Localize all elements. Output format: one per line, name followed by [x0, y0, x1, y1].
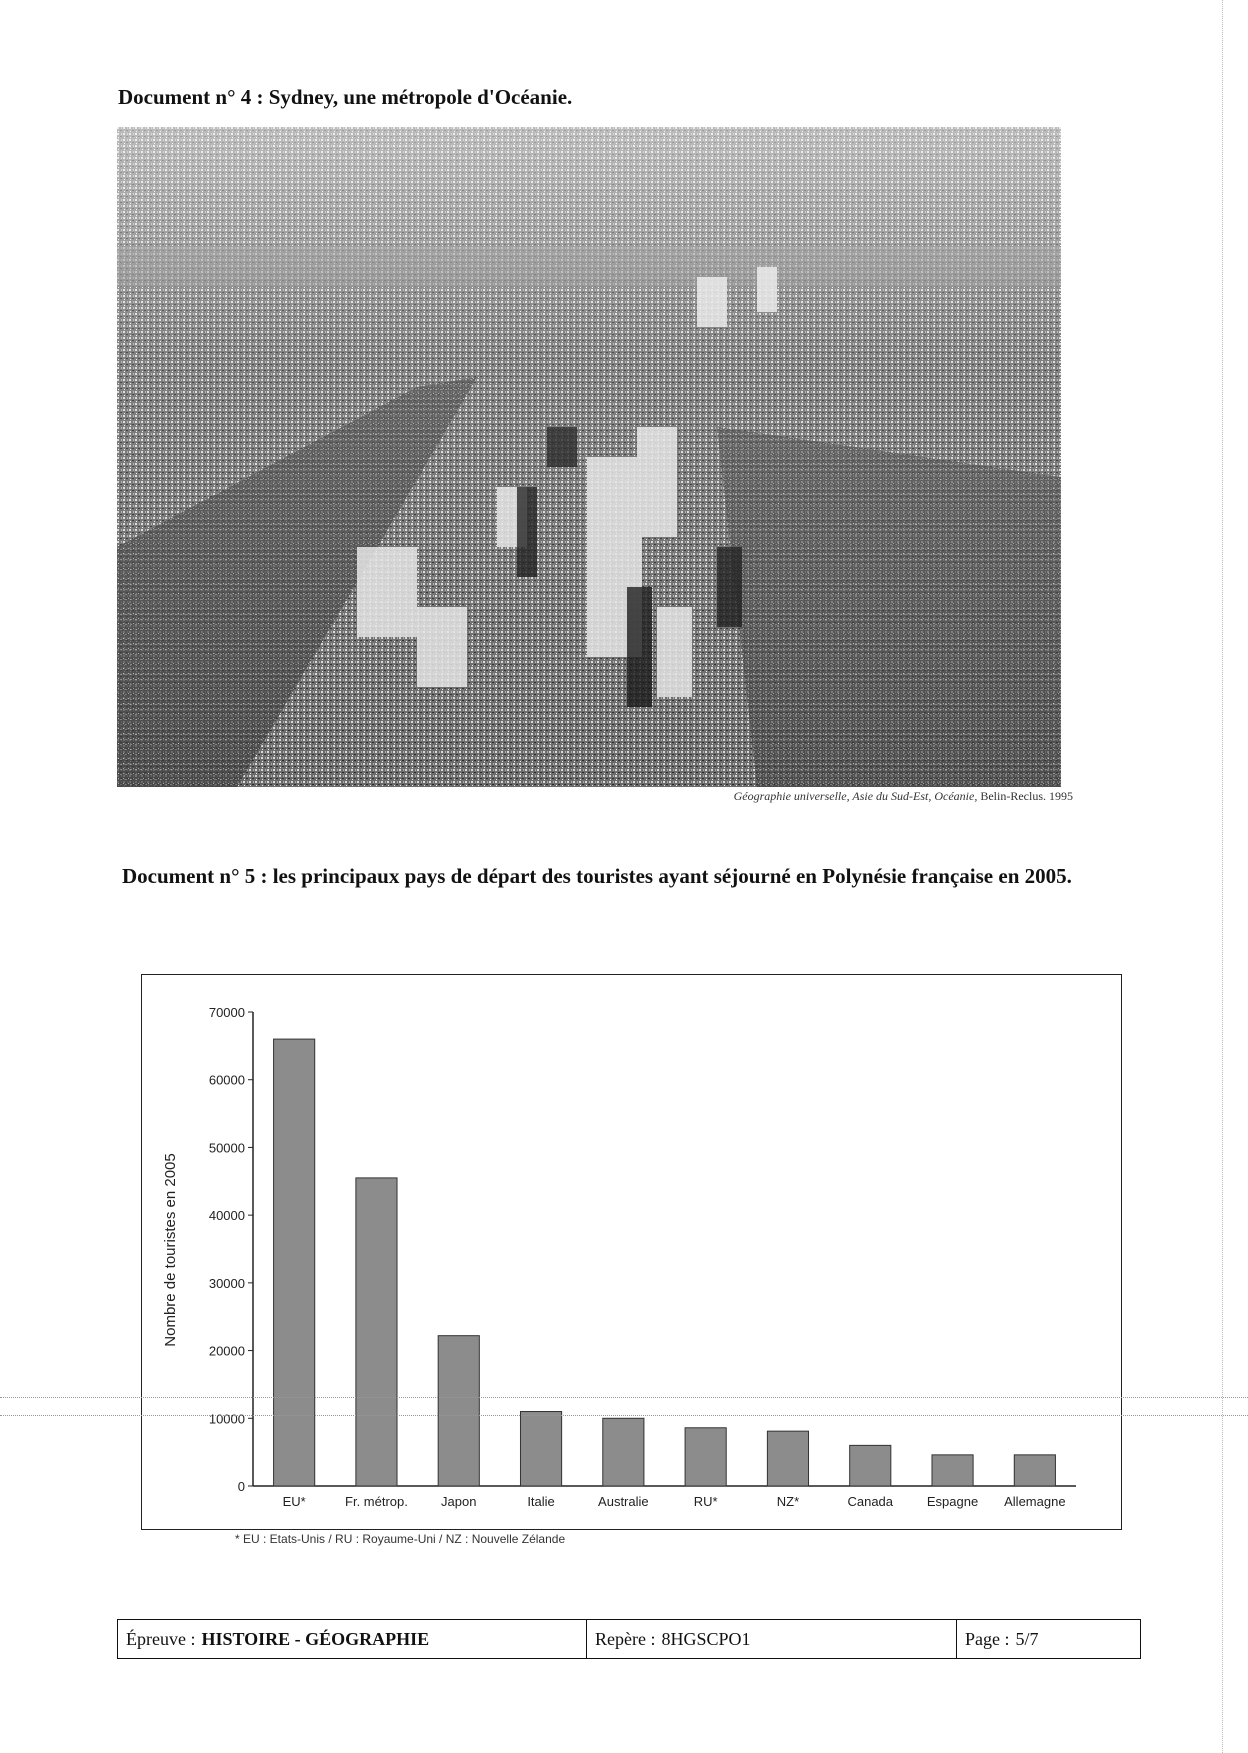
repere-value: 8HGSCPO1	[661, 1628, 751, 1649]
tourists-bar-chart	[141, 974, 1122, 1530]
x-tick-label: Australie	[598, 1494, 649, 1509]
x-tick-label: Italie	[527, 1494, 555, 1509]
chart-footnote: * EU : Etats-Unis / RU : Royaume-Uni / NZ : Nouvelle Zélande	[235, 1532, 566, 1546]
bar	[932, 1455, 973, 1486]
x-axis-labels	[283, 1494, 1066, 1509]
y-tick-label: 20000	[208, 1343, 245, 1359]
y-tick-label: 30000	[208, 1275, 245, 1291]
x-tick-label: Canada	[847, 1494, 894, 1509]
page-number: 5/7	[1015, 1628, 1039, 1649]
document-4-title: Document n° 4 : Sydney, une métropole d'Océanie.	[118, 85, 573, 109]
footer-page	[956, 1620, 1140, 1658]
y-tick-label: 50000	[208, 1140, 245, 1156]
bar	[603, 1418, 644, 1486]
bar	[274, 1039, 315, 1486]
y-tick-label: 60000	[208, 1072, 245, 1088]
photo-credit-publisher: Belin-Reclus. 1995	[980, 789, 1073, 803]
bar	[356, 1178, 397, 1486]
footer-epreuve	[118, 1620, 586, 1658]
scan-margin-rule	[1222, 0, 1223, 1753]
footer-table	[117, 1619, 1141, 1659]
bar	[850, 1445, 891, 1486]
photo-credit-source: Géographie universelle, Asie du Sud-Est, Océanie,	[733, 789, 978, 803]
y-axis-label: Nombre de touristes en 2005	[162, 1153, 179, 1347]
x-tick-label: Fr. métrop.	[345, 1494, 408, 1509]
x-tick-label: Japon	[441, 1494, 477, 1509]
y-tick-label: 70000	[208, 1005, 245, 1020]
bar-series	[274, 1039, 1056, 1486]
bar	[767, 1431, 808, 1486]
page-label: Page :	[965, 1628, 1010, 1649]
y-tick-label: 40000	[208, 1208, 245, 1224]
footer-repere	[586, 1620, 956, 1658]
x-tick-label: Allemagne	[1004, 1494, 1066, 1509]
chart-canvas	[142, 975, 1123, 1531]
x-tick-label: NZ*	[776, 1494, 800, 1509]
x-tick-label: Espagne	[926, 1494, 979, 1509]
sydney-photo-drawing	[117, 127, 1061, 787]
y-tick-label: 10000	[208, 1411, 245, 1427]
repere-label: Repère :	[595, 1628, 656, 1649]
scan-artifact-line	[0, 1397, 1248, 1398]
bar	[438, 1336, 479, 1486]
y-axis-ticks	[209, 1005, 253, 1494]
bar	[685, 1428, 726, 1486]
x-tick-label: EU*	[282, 1494, 306, 1509]
bar	[520, 1412, 561, 1486]
epreuve-value: HISTOIRE - GÉOGRAPHIE	[201, 1628, 430, 1649]
scan-artifact-line	[0, 1415, 1248, 1416]
document-5-title: Document n° 5 : les principaux pays de départ des touristes ayant séjourné en Polynésie française en 2005.	[122, 864, 1072, 888]
y-tick-label: 0	[237, 1479, 245, 1494]
bar	[1014, 1455, 1055, 1486]
sydney-aerial-photo	[117, 127, 1061, 787]
photo-credit	[734, 789, 1073, 804]
epreuve-label: Épreuve :	[126, 1628, 196, 1649]
x-tick-label: RU*	[693, 1494, 718, 1509]
